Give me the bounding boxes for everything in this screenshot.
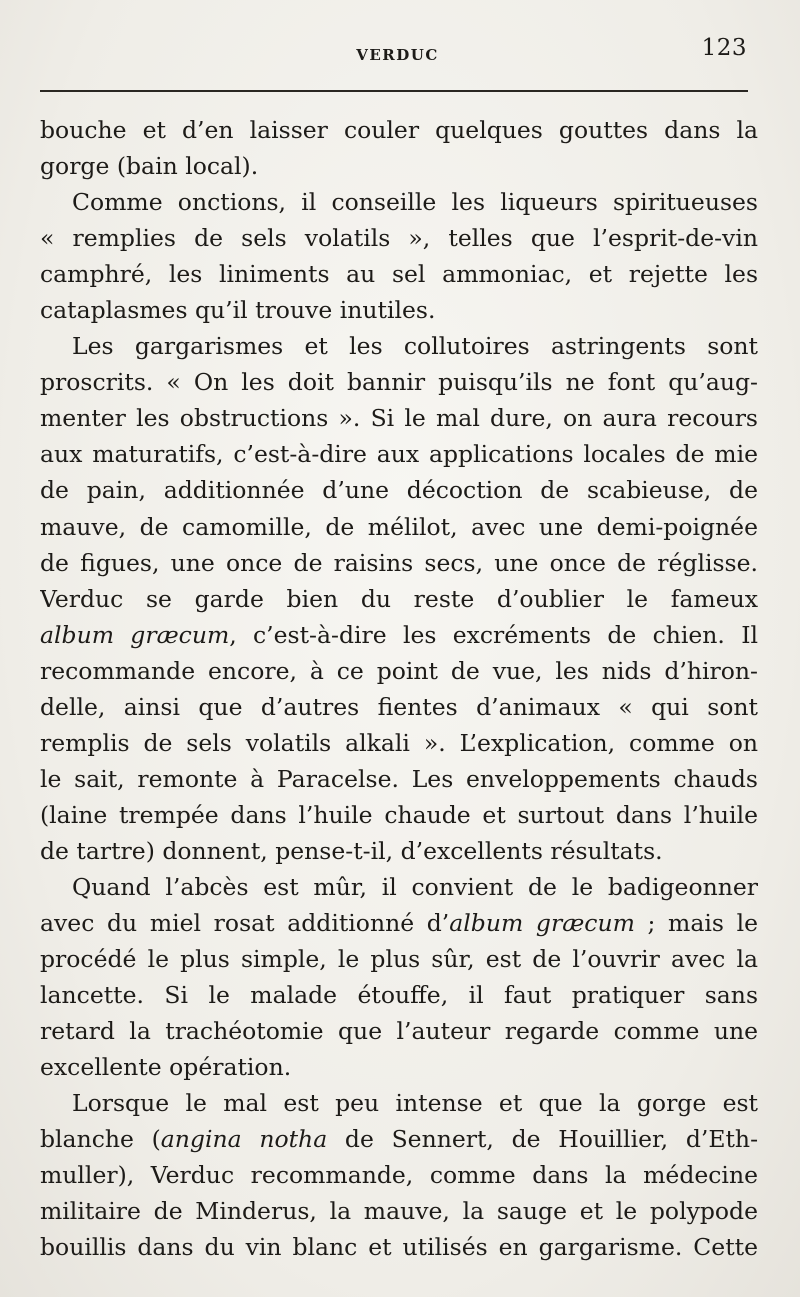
italic-term: angina notha (160, 1125, 328, 1154)
text-line: bouillis dans du vin blanc et utilisés en gargarisme. Cette (40, 1233, 758, 1262)
text-line: le sait, remonte à Paracelse. Les enveloppements chauds (40, 764, 758, 793)
text-line: delle, ainsi que d’autres fientes d’animaux « qui sont (40, 692, 758, 721)
text-line: Verduc se garde bien du reste d’oublier le fameux (40, 584, 758, 613)
text-line: gorge (bain local). (40, 152, 259, 181)
text-line: « remplies de sels volatils », telles que l’esprit-de-vin (40, 224, 758, 253)
text-segment: blanche ( (40, 1125, 161, 1154)
text-line (40, 1121, 758, 1157)
text-line: cataplasmes qu’il trouve inutiles. (40, 296, 436, 325)
page-header (40, 30, 755, 70)
text-segment: ; mais le (634, 909, 758, 938)
text-line: Les gargarismes et les collutoires astringents sont (72, 332, 758, 361)
text-line: Comme onctions, il conseille les liqueurs spiritueuses (72, 188, 758, 217)
text-segment: avec du miel rosat additionné d’ (40, 909, 450, 938)
text-line: camphré, les liniments au sel ammoniac, et rejette les (40, 260, 758, 289)
text-line: Lorsque le mal est peu intense et que la gorge est (72, 1089, 758, 1118)
text-line: muller), Verduc recommande, comme dans la médecine (40, 1161, 758, 1190)
text-line: bouche et d’en laisser couler quelques gouttes dans la (40, 116, 758, 144)
text-line: de pain, additionnée d’une décoction de scabieuse, de (40, 476, 758, 505)
text-line: (laine trempée dans l’huile chaude et surtout dans l’huile (40, 800, 758, 829)
text-line: Quand l’abcès est mûr, il convient de le badigeonner (72, 872, 758, 901)
header-rule (40, 90, 748, 92)
text-line: recommande encore, à ce point de vue, les nids d’hiron- (40, 656, 758, 685)
text-line: retard la trachéotomie que l’auteur regarde comme une (40, 1017, 758, 1046)
text-line: de tartre) donnent, pense-t-il, d’excellents résultats. (40, 836, 663, 865)
text-line: procédé le plus simple, le plus sûr, est de l’ouvrir avec la (40, 945, 758, 974)
text-segment: , c’est-à-dire les excréments de chien. Il (229, 620, 758, 649)
text-line: proscrits. « On les doit bannir puisqu’ils ne font qu’aug- (40, 368, 758, 397)
page-number: 123 (701, 35, 747, 61)
text-line (40, 617, 758, 653)
running-head: VERDUC (356, 46, 439, 64)
italic-term: album græcum (40, 620, 230, 649)
italic-term: album græcum (449, 909, 635, 938)
text-segment: de Sennert, de Houillier, d’Eth- (327, 1125, 758, 1154)
text-line: excellente opération. (40, 1053, 292, 1082)
text-line: de figues, une once de raisins secs, une once de réglisse. (40, 548, 758, 577)
text-line: mauve, de camomille, de mélilot, avec une demi-poignée (40, 512, 758, 541)
text-line: aux maturatifs, c’est-à-dire aux applications locales de mie (40, 440, 758, 469)
text-line: menter les obstructions ». Si le mal dure, on aura recours (40, 404, 758, 433)
body-text (40, 112, 758, 1266)
text-line (40, 905, 758, 941)
text-line: lancette. Si le malade étouffe, il faut pratiquer sans (40, 981, 758, 1010)
text-line: remplis de sels volatils alkali ». L’explication, comme on (40, 728, 758, 757)
text-line: militaire de Minderus, la mauve, la sauge et le polypode (40, 1197, 758, 1226)
